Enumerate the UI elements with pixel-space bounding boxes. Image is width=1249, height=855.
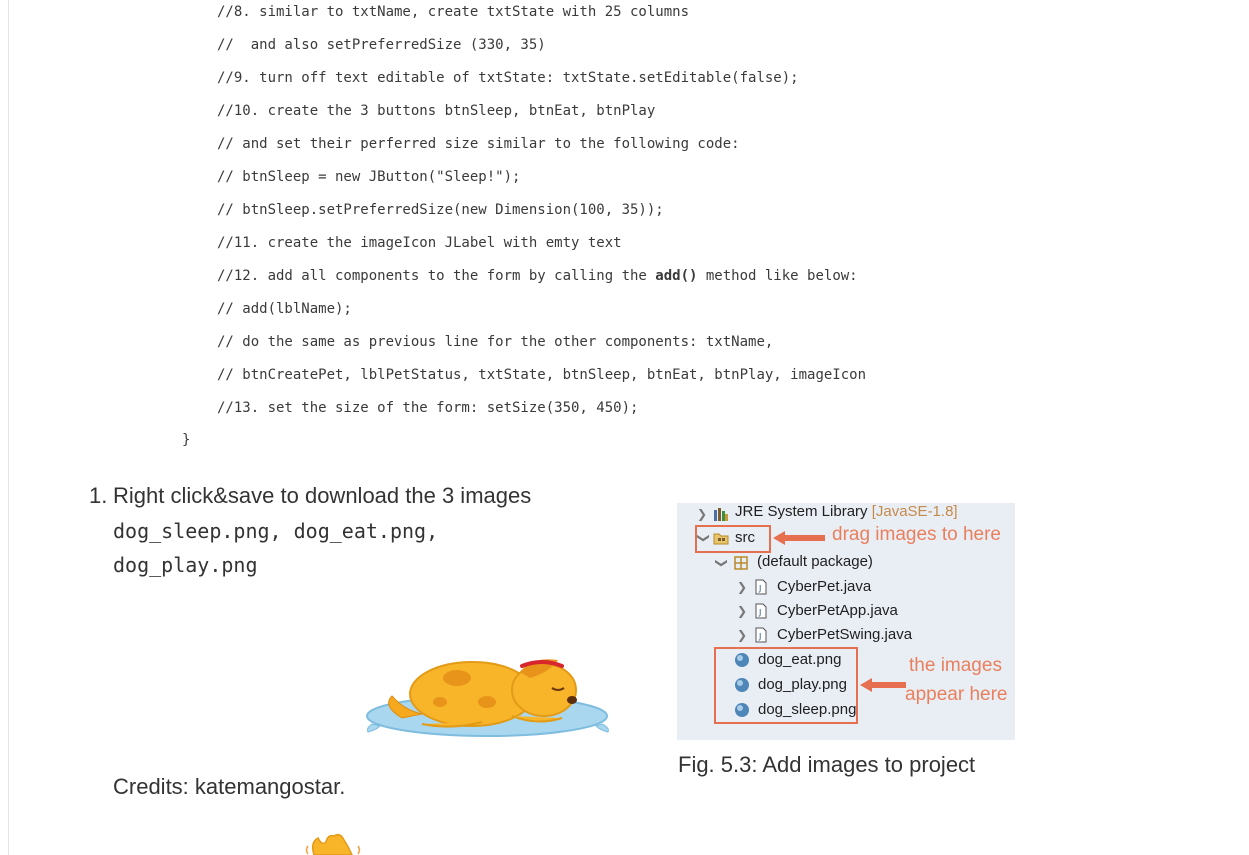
default-package-item[interactable]: (default package): [757, 553, 873, 570]
image-file-item[interactable]: dog_eat.png: [758, 651, 842, 668]
code-text: method like below:: [697, 268, 858, 284]
chevron-right-icon: ❯: [737, 628, 748, 642]
images-highlight-box: [714, 647, 858, 724]
svg-text:J: J: [759, 632, 762, 641]
code-line: //11. create the imageIcon JLabel with emty text: [217, 235, 622, 251]
src-folder-item[interactable]: src: [735, 529, 755, 546]
library-icon: [713, 506, 729, 522]
java-file-item[interactable]: CyberPetApp.java: [777, 602, 898, 619]
code-line: // and set their perferred size similar to the following code:: [217, 136, 740, 152]
code-line: //8. similar to txtName, create txtState with 25 columns: [217, 4, 690, 20]
drag-images-note: drag images to here: [832, 524, 1001, 545]
src-highlight-box: [695, 525, 771, 553]
package-explorer-screenshot: [677, 503, 1015, 740]
svg-text:J: J: [759, 584, 762, 593]
code-line: // and also setPreferredSize (330, 35): [217, 37, 546, 53]
figure-caption: Fig. 5.3: Add images to project: [678, 752, 976, 777]
package-icon: [733, 555, 749, 571]
sleeping-dog-image[interactable]: [362, 636, 614, 740]
eating-dog-image[interactable]: [300, 832, 366, 855]
java-file-item[interactable]: CyberPetSwing.java: [777, 626, 913, 643]
jre-label: JRE System Library: [735, 503, 872, 520]
arrow-left-icon: [773, 531, 825, 545]
java-file-item[interactable]: CyberPet.java: [777, 578, 872, 595]
svg-text:J: J: [759, 608, 762, 617]
java-file-icon: [753, 579, 769, 595]
code-line: //9. turn off text editable of txtState: txtState.setEditable(false);: [217, 70, 799, 86]
image-file-item[interactable]: dog_play.png: [758, 676, 847, 693]
content-left-border: [8, 0, 9, 855]
chevron-down-icon: ❯: [697, 532, 712, 544]
java-file-icon: [753, 627, 769, 643]
code-line: //13. set the size of the form: setSize(350, 450);: [217, 400, 639, 416]
jre-system-library-item[interactable]: [735, 501, 958, 523]
chevron-right-icon: ❯: [697, 507, 708, 521]
jre-version: [JavaSE-1.8]: [871, 503, 958, 520]
images-appear-note: the images: [909, 655, 1002, 676]
code-line: // btnSleep = new JButton("Sleep!");: [217, 169, 521, 185]
code-block: [217, 0, 867, 416]
code-line: // do the same as previous line for the other components: txtName,: [217, 334, 774, 350]
arrow-left-icon: [860, 678, 906, 692]
chevron-down-icon: ❯: [715, 557, 730, 569]
list-item-text: Right click&save to download the 3 images: [113, 483, 532, 508]
code-text: //12. add all components to the form by calling the: [217, 268, 656, 284]
code-line-add: [217, 266, 858, 286]
code-line: // add(lblName);: [217, 301, 352, 317]
chevron-right-icon: ❯: [737, 580, 748, 594]
image-filenames-line: dog_sleep.png, dog_eat.png,: [113, 519, 439, 543]
image-credits: Credits: katemangostar.: [113, 774, 346, 799]
code-line: // btnCreatePet, lblPetStatus, txtState, btnSleep, btnEat, btnPlay, imageIcon: [217, 367, 867, 383]
code-line: //10. create the 3 buttons btnSleep, btnEat, btnPlay: [217, 103, 656, 119]
images-appear-note: appear here: [905, 684, 1008, 705]
java-file-icon: [753, 603, 769, 619]
code-closing-brace: }: [182, 432, 191, 448]
list-item-number: 1.: [89, 483, 108, 508]
chevron-right-icon: ❯: [737, 604, 748, 618]
image-file-item[interactable]: dog_sleep.png: [758, 701, 857, 718]
image-filenames-line: dog_play.png: [113, 553, 258, 577]
code-bold-method: add(): [655, 268, 698, 284]
code-line: // btnSleep.setPreferredSize(new Dimension(100, 35));: [217, 202, 664, 218]
